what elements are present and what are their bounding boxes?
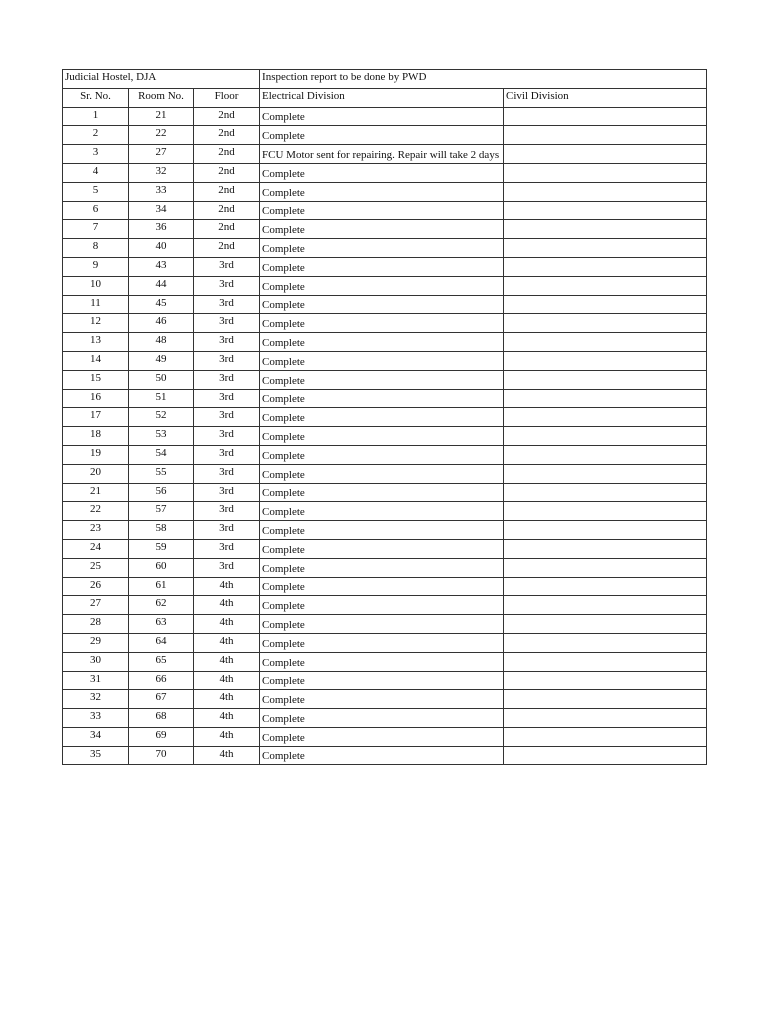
table-row — [63, 295, 707, 314]
room-no-cell: 60 — [129, 558, 194, 577]
room-no-cell: 50 — [129, 370, 194, 389]
col-header-room-no: Room No. — [129, 88, 194, 107]
table-row — [63, 220, 707, 239]
table-row — [63, 521, 707, 540]
civil-status-cell — [504, 276, 707, 295]
electrical-status-cell: Complete — [260, 521, 504, 540]
floor-cell: 2nd — [194, 163, 260, 182]
electrical-status-cell: Complete — [260, 709, 504, 728]
floor-cell: 3rd — [194, 333, 260, 352]
floor-cell: 4th — [194, 709, 260, 728]
floor-cell: 4th — [194, 746, 260, 765]
table-row — [63, 239, 707, 258]
civil-status-cell — [504, 521, 707, 540]
electrical-status-cell: Complete — [260, 445, 504, 464]
sr-no-cell: 15 — [63, 370, 129, 389]
electrical-status-cell: Complete — [260, 257, 504, 276]
electrical-status-cell: Complete — [260, 239, 504, 258]
floor-cell: 3rd — [194, 370, 260, 389]
floor-cell: 2nd — [194, 145, 260, 164]
room-no-cell: 56 — [129, 483, 194, 502]
electrical-status-cell: Complete — [260, 558, 504, 577]
room-no-cell: 53 — [129, 427, 194, 446]
room-no-cell: 48 — [129, 333, 194, 352]
table-row — [63, 483, 707, 502]
floor-cell: 4th — [194, 577, 260, 596]
sr-no-cell: 27 — [63, 596, 129, 615]
table-row — [63, 182, 707, 201]
civil-status-cell — [504, 671, 707, 690]
civil-status-cell — [504, 690, 707, 709]
civil-status-cell — [504, 633, 707, 652]
electrical-status-cell: Complete — [260, 633, 504, 652]
civil-status-cell — [504, 257, 707, 276]
electrical-status-cell: Complete — [260, 539, 504, 558]
civil-status-cell — [504, 483, 707, 502]
col-header-civil: Civil Division — [504, 88, 707, 107]
sr-no-cell: 5 — [63, 182, 129, 201]
floor-cell: 2nd — [194, 126, 260, 145]
table-row — [63, 107, 707, 126]
sr-no-cell: 12 — [63, 314, 129, 333]
table-row — [63, 333, 707, 352]
room-no-cell: 64 — [129, 633, 194, 652]
sr-no-cell: 13 — [63, 333, 129, 352]
hostel-title: Judicial Hostel, DJA — [63, 70, 260, 89]
table-row — [63, 615, 707, 634]
floor-cell: 2nd — [194, 201, 260, 220]
room-no-cell: 45 — [129, 295, 194, 314]
civil-status-cell — [504, 163, 707, 182]
sr-no-cell: 6 — [63, 201, 129, 220]
room-no-cell: 44 — [129, 276, 194, 295]
table-row — [63, 558, 707, 577]
sr-no-cell: 30 — [63, 652, 129, 671]
civil-status-cell — [504, 502, 707, 521]
floor-cell: 3rd — [194, 427, 260, 446]
electrical-status-cell: Complete — [260, 370, 504, 389]
floor-cell: 2nd — [194, 107, 260, 126]
table-row — [63, 464, 707, 483]
report-title: Inspection report to be done by PWD — [260, 70, 707, 89]
sr-no-cell: 10 — [63, 276, 129, 295]
electrical-status-cell: Complete — [260, 464, 504, 483]
civil-status-cell — [504, 746, 707, 765]
electrical-status-cell: Complete — [260, 163, 504, 182]
room-no-cell: 46 — [129, 314, 194, 333]
col-header-floor: Floor — [194, 88, 260, 107]
civil-status-cell — [504, 145, 707, 164]
sr-no-cell: 22 — [63, 502, 129, 521]
sr-no-cell: 24 — [63, 539, 129, 558]
electrical-status-cell: Complete — [260, 652, 504, 671]
room-no-cell: 65 — [129, 652, 194, 671]
room-no-cell: 70 — [129, 746, 194, 765]
table-row — [63, 408, 707, 427]
floor-cell: 3rd — [194, 464, 260, 483]
table-row — [63, 389, 707, 408]
electrical-status-cell: Complete — [260, 107, 504, 126]
table-row — [63, 126, 707, 145]
floor-cell: 4th — [194, 727, 260, 746]
electrical-status-cell: Complete — [260, 502, 504, 521]
electrical-status-cell: Complete — [260, 276, 504, 295]
civil-status-cell — [504, 333, 707, 352]
floor-cell: 3rd — [194, 295, 260, 314]
civil-status-cell — [504, 107, 707, 126]
table-row — [63, 502, 707, 521]
floor-cell: 3rd — [194, 257, 260, 276]
civil-status-cell — [504, 615, 707, 634]
room-no-cell: 40 — [129, 239, 194, 258]
sr-no-cell: 11 — [63, 295, 129, 314]
col-header-electrical: Electrical Division — [260, 88, 504, 107]
room-no-cell: 61 — [129, 577, 194, 596]
room-no-cell: 51 — [129, 389, 194, 408]
civil-status-cell — [504, 464, 707, 483]
sr-no-cell: 34 — [63, 727, 129, 746]
floor-cell: 3rd — [194, 408, 260, 427]
electrical-status-cell: Complete — [260, 727, 504, 746]
electrical-status-cell: Complete — [260, 746, 504, 765]
electrical-status-cell: Complete — [260, 182, 504, 201]
room-no-cell: 54 — [129, 445, 194, 464]
civil-status-cell — [504, 427, 707, 446]
electrical-status-cell: Complete — [260, 126, 504, 145]
sr-no-cell: 17 — [63, 408, 129, 427]
room-no-cell: 49 — [129, 351, 194, 370]
room-no-cell: 55 — [129, 464, 194, 483]
civil-status-cell — [504, 539, 707, 558]
sr-no-cell: 14 — [63, 351, 129, 370]
room-no-cell: 68 — [129, 709, 194, 728]
room-no-cell: 27 — [129, 145, 194, 164]
sr-no-cell: 20 — [63, 464, 129, 483]
table-row — [63, 276, 707, 295]
table-row — [63, 652, 707, 671]
electrical-status-cell: Complete — [260, 295, 504, 314]
electrical-status-cell: Complete — [260, 333, 504, 352]
electrical-status-cell: Complete — [260, 577, 504, 596]
sr-no-cell: 25 — [63, 558, 129, 577]
table-row — [63, 163, 707, 182]
table-row — [63, 539, 707, 558]
table-row — [63, 633, 707, 652]
col-header-sr-no: Sr. No. — [63, 88, 129, 107]
civil-status-cell — [504, 709, 707, 728]
civil-status-cell — [504, 727, 707, 746]
table-row — [63, 596, 707, 615]
room-no-cell: 32 — [129, 163, 194, 182]
room-no-cell: 22 — [129, 126, 194, 145]
table-row — [63, 370, 707, 389]
sr-no-cell: 28 — [63, 615, 129, 634]
electrical-status-cell: Complete — [260, 690, 504, 709]
floor-cell: 4th — [194, 615, 260, 634]
civil-status-cell — [504, 126, 707, 145]
electrical-status-cell: Complete — [260, 220, 504, 239]
sr-no-cell: 2 — [63, 126, 129, 145]
column-header-row — [63, 88, 707, 107]
floor-cell: 3rd — [194, 502, 260, 521]
table-row — [63, 201, 707, 220]
civil-status-cell — [504, 239, 707, 258]
civil-status-cell — [504, 220, 707, 239]
table-row — [63, 145, 707, 164]
room-no-cell: 52 — [129, 408, 194, 427]
sr-no-cell: 31 — [63, 671, 129, 690]
table-row — [63, 351, 707, 370]
room-no-cell: 33 — [129, 182, 194, 201]
floor-cell: 3rd — [194, 314, 260, 333]
table-row — [63, 257, 707, 276]
civil-status-cell — [504, 596, 707, 615]
sr-no-cell: 26 — [63, 577, 129, 596]
table-row — [63, 445, 707, 464]
sr-no-cell: 19 — [63, 445, 129, 464]
inspection-table — [62, 69, 707, 765]
floor-cell: 4th — [194, 671, 260, 690]
sr-no-cell: 9 — [63, 257, 129, 276]
electrical-status-cell: Complete — [260, 408, 504, 427]
floor-cell: 2nd — [194, 182, 260, 201]
civil-status-cell — [504, 445, 707, 464]
electrical-status-cell: Complete — [260, 596, 504, 615]
electrical-status-cell: Complete — [260, 483, 504, 502]
sr-no-cell: 32 — [63, 690, 129, 709]
floor-cell: 3rd — [194, 351, 260, 370]
civil-status-cell — [504, 577, 707, 596]
floor-cell: 4th — [194, 690, 260, 709]
civil-status-cell — [504, 351, 707, 370]
room-no-cell: 59 — [129, 539, 194, 558]
floor-cell: 3rd — [194, 539, 260, 558]
civil-status-cell — [504, 295, 707, 314]
civil-status-cell — [504, 201, 707, 220]
sr-no-cell: 18 — [63, 427, 129, 446]
floor-cell: 4th — [194, 652, 260, 671]
electrical-status-cell: Complete — [260, 427, 504, 446]
sr-no-cell: 3 — [63, 145, 129, 164]
sr-no-cell: 21 — [63, 483, 129, 502]
sr-no-cell: 4 — [63, 163, 129, 182]
electrical-status-cell: Complete — [260, 615, 504, 634]
table-row — [63, 314, 707, 333]
table-row — [63, 709, 707, 728]
sr-no-cell: 16 — [63, 389, 129, 408]
civil-status-cell — [504, 314, 707, 333]
room-no-cell: 21 — [129, 107, 194, 126]
sr-no-cell: 35 — [63, 746, 129, 765]
electrical-status-cell: Complete — [260, 351, 504, 370]
electrical-status-cell: Complete — [260, 314, 504, 333]
electrical-status-cell: Complete — [260, 671, 504, 690]
sr-no-cell: 23 — [63, 521, 129, 540]
sr-no-cell: 7 — [63, 220, 129, 239]
sr-no-cell: 8 — [63, 239, 129, 258]
sr-no-cell: 33 — [63, 709, 129, 728]
room-no-cell: 66 — [129, 671, 194, 690]
civil-status-cell — [504, 558, 707, 577]
table-row — [63, 727, 707, 746]
floor-cell: 4th — [194, 633, 260, 652]
civil-status-cell — [504, 652, 707, 671]
room-no-cell: 69 — [129, 727, 194, 746]
civil-status-cell — [504, 408, 707, 427]
floor-cell: 2nd — [194, 239, 260, 258]
room-no-cell: 36 — [129, 220, 194, 239]
room-no-cell: 67 — [129, 690, 194, 709]
floor-cell: 3rd — [194, 389, 260, 408]
civil-status-cell — [504, 182, 707, 201]
table-row — [63, 746, 707, 765]
room-no-cell: 63 — [129, 615, 194, 634]
sr-no-cell: 1 — [63, 107, 129, 126]
sr-no-cell: 29 — [63, 633, 129, 652]
electrical-status-cell: Complete — [260, 201, 504, 220]
table-row — [63, 427, 707, 446]
table-row — [63, 577, 707, 596]
table-row — [63, 690, 707, 709]
room-no-cell: 58 — [129, 521, 194, 540]
floor-cell: 3rd — [194, 483, 260, 502]
civil-status-cell — [504, 370, 707, 389]
room-no-cell: 43 — [129, 257, 194, 276]
electrical-status-cell: FCU Motor sent for repairing. Repair will take 2 days — [260, 145, 504, 164]
table-row — [63, 671, 707, 690]
room-no-cell: 62 — [129, 596, 194, 615]
electrical-status-cell: Complete — [260, 389, 504, 408]
floor-cell: 3rd — [194, 521, 260, 540]
floor-cell: 4th — [194, 596, 260, 615]
floor-cell: 3rd — [194, 558, 260, 577]
civil-status-cell — [504, 389, 707, 408]
title-row — [63, 70, 707, 89]
floor-cell: 3rd — [194, 445, 260, 464]
floor-cell: 2nd — [194, 220, 260, 239]
floor-cell: 3rd — [194, 276, 260, 295]
room-no-cell: 34 — [129, 201, 194, 220]
room-no-cell: 57 — [129, 502, 194, 521]
